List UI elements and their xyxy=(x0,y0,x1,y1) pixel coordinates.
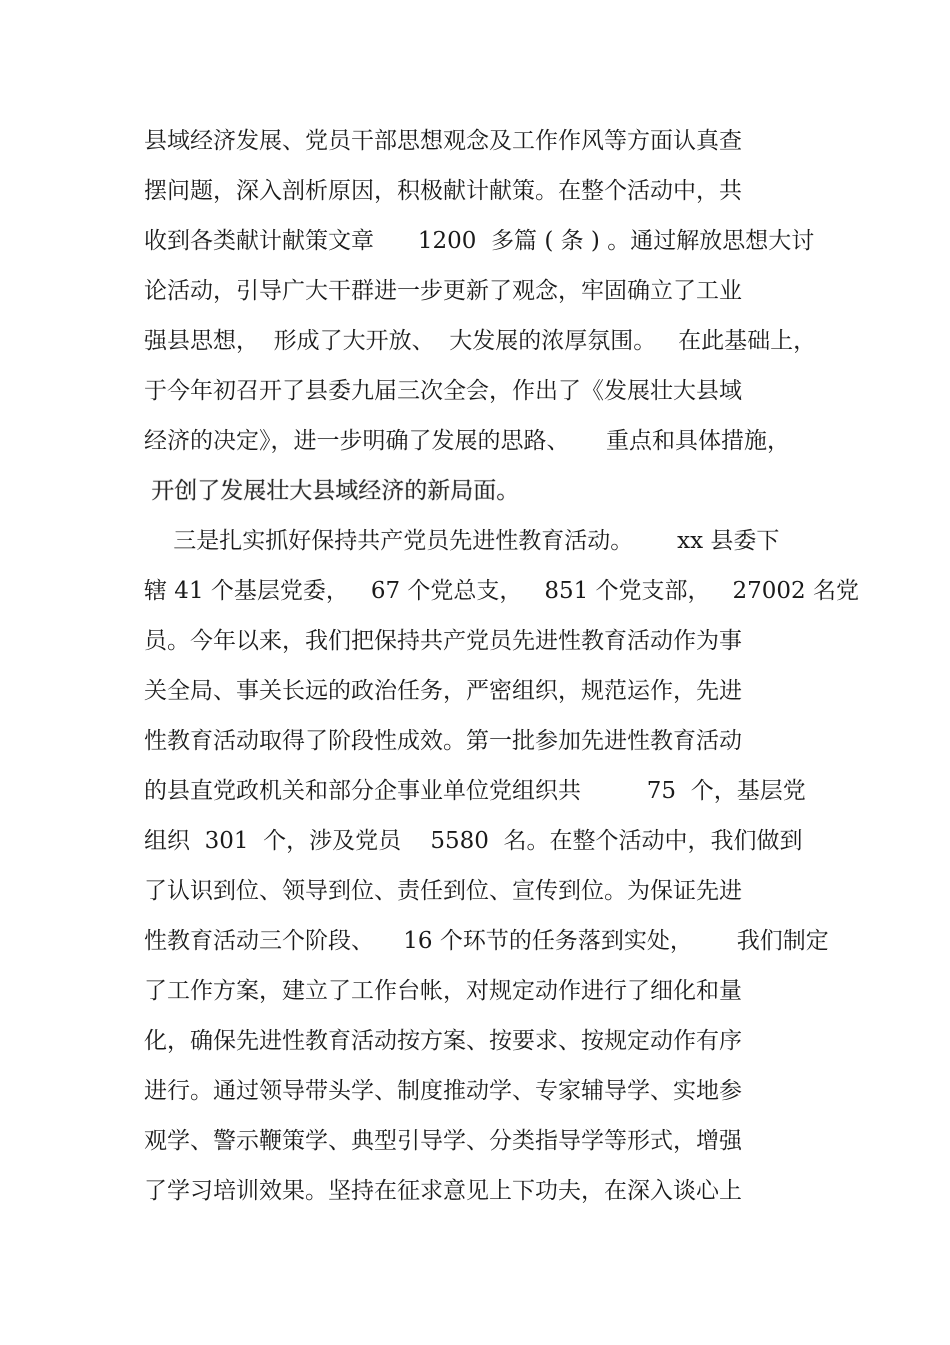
text-line: 了工作方案，建立了工作台帐，对规定动作进行了细化和量 xyxy=(144,978,742,1004)
text-line: 论活动，引导广大干群进一步更新了观念，牢固确立了工业 xyxy=(144,278,742,304)
text-line: 辖 41 个基层党委， 67 个党总支， 851 个党支部， 27002 名党 xyxy=(144,578,859,604)
text-line: 进行。通过领导带头学、制度推动学、专家辅导学、实地参 xyxy=(144,1078,742,1104)
text-line: 县域经济发展、党员干部思想观念及工作作风等方面认真查 xyxy=(144,128,742,154)
text-line: 观学、警示鞭策学、典型引导学、分类指导学等形式，增强 xyxy=(144,1128,742,1154)
text-line: 于今年初召开了县委九届三次全会，作出了《发展壮大县域 xyxy=(144,378,742,404)
text-line: 组织 301 个，涉及党员 5580 名。在整个活动中，我们做到 xyxy=(144,828,803,854)
text-line: 强县思想， 形成了大开放、 大发展的浓厚氛围。 在此基础上， xyxy=(144,328,817,354)
text-line: 性教育活动三个阶段、 16 个环节的任务落到实处， 我们制定 xyxy=(144,928,829,954)
text-line: 开创了发展壮大县域经济的新局面。 xyxy=(144,478,520,504)
text-line: 了学习培训效果。坚持在征求意见上下功夫，在深入谈心上 xyxy=(144,1178,742,1204)
text-line: 的县直党政机关和部分企事业单位党组织共 75 个，基层党 xyxy=(144,778,806,804)
text-line: 经济的决定》，进一步明确了发展的思路、 重点和具体措施， xyxy=(144,428,791,454)
text-line: 化，确保先进性教育活动按方案、按要求、按规定动作有序 xyxy=(144,1028,742,1054)
text-line: 了认识到位、领导到位、责任到位、宣传到位。为保证先进 xyxy=(144,878,742,904)
text-line: 摆问题，深入剖析原因，积极献计献策。在整个活动中，共 xyxy=(144,178,742,204)
text-line: 员。今年以来，我们把保持共产党员先进性教育活动作为事 xyxy=(144,628,742,654)
paragraph-start-line: 三是扎实抓好保持共产党员先进性教育活动。 xx 县委下 xyxy=(144,528,780,554)
text-line: 关全局、事关长远的政治任务，严密组织，规范运作，先进 xyxy=(144,678,742,704)
text-line: 收到各类献计献策文章 1200 多篇 ( 条 ) 。通过解放思想大讨 xyxy=(144,228,815,254)
text-line: 性教育活动取得了阶段性成效。第一批参加先进性教育活动 xyxy=(144,728,742,754)
